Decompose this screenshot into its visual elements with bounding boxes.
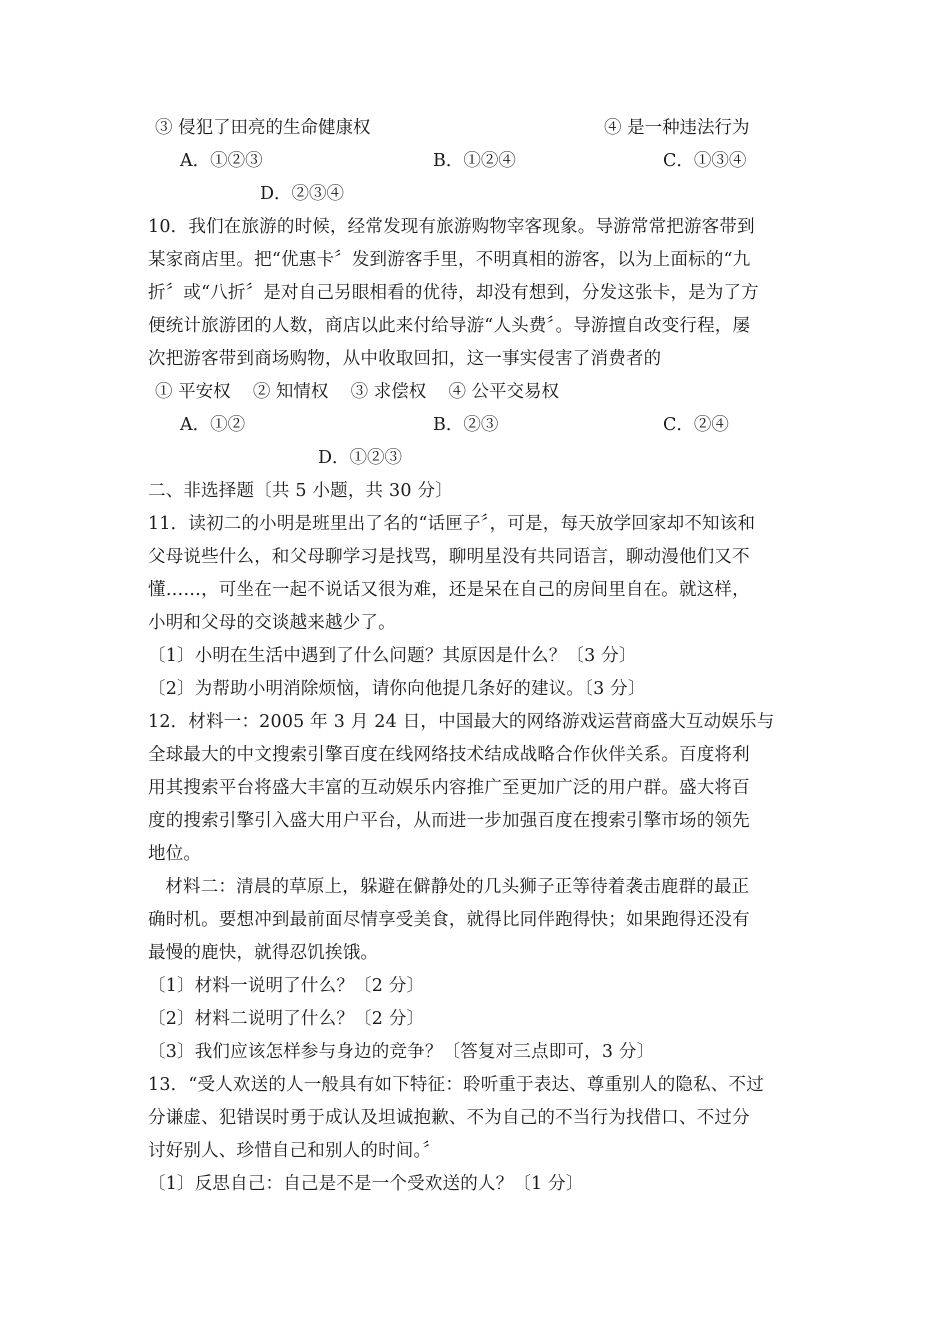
q10-option-d: D．①②③ (318, 448, 403, 468)
q10-line: 次把游客带到商场购物，从中收取回扣，这一事实侵害了消费者的 (148, 349, 662, 369)
q10-line: 10．我们在旅游的时候，经常发现有旅游购物宰客现象。导游常常把游客带到 (148, 217, 755, 237)
q12-line: 全球最大的中文搜索引擎百度在线网络技术结成战略合作伙伴关系。百度将利 (148, 745, 750, 765)
q9-option-c: C．①③④ (663, 151, 747, 171)
q11-sub-question-1: 〔1〕小明在生活中遇到了什么问题？其原因是什么？〔3 分〕 (148, 646, 637, 666)
q12-sub-question-1: 〔1〕材料一说明了什么？〔2 分〕 (148, 976, 425, 996)
q13-line: 13．“受人欢送的人一般具有如下特征：聆听重于表达、尊重别人的隐私、不过 (148, 1075, 764, 1095)
q9-statement-3: ③ 侵犯了田亮的生命健康权 (155, 118, 371, 138)
q12-sub-question-3: 〔3〕我们应该怎样参与身边的竞争？〔答复对三点即可，3 分〕 (148, 1042, 655, 1062)
q9-statement-4: ④ 是一种违法行为 (604, 118, 750, 138)
q11-line: 父母说些什么，和父母聊学习是找骂，聊明星没有共同语言，聊动漫他们又不 (148, 547, 750, 567)
section-heading: 二、非选择题〔共 5 小题，共 30 分〕 (148, 481, 453, 501)
q13-line: 分谦虚、犯错误时勇于成认及坦诚抱歉、不为自己的不当行为找借口、不过分 (148, 1108, 750, 1128)
q12-line: 度的搜索引擎引入盛大用户平台，从而进一步加强百度在搜索引擎市场的领先 (148, 811, 750, 831)
q13-line: 讨好别人、珍惜自己和别人的时间。〞 (148, 1141, 441, 1161)
q10-line: 折〞或“八折〞是对自己另眼相看的优待，却没有想到，分发这张卡，是为了方 (148, 283, 759, 303)
q9-option-d: D．②③④ (260, 184, 345, 204)
q12-line: 12．材料一：2005 年 3 月 24 日，中国最大的网络游戏运营商盛大互动娱乐与 (148, 712, 775, 732)
q10-option-a: A．①② (180, 415, 246, 435)
q11-line: 懂……，可坐在一起不说话又很为难，还是呆在自己的房间里自在。就这样， (148, 580, 750, 600)
q10-option-c: C．②④ (663, 415, 729, 435)
q11-sub-question-2: 〔2〕为帮助小明消除烦恼，请你向他提几条好的建议。〔3 分〕 (148, 679, 646, 699)
q10-line: 便统计旅游团的人数，商店以此来付给导游“人头费〞。导游擅自改变行程，屡 (148, 316, 751, 336)
q9-option-b: B．①②④ (433, 151, 516, 171)
q12-line: 确时机。要想冲到最前面尽情享受美食，就得比同伴跑得快；如果跑得还没有 (148, 910, 750, 930)
q11-line: 小明和父母的交谈越来越少了。 (148, 613, 396, 633)
q12-line: 材料二：清晨的草原上，躲避在僻静处的几头狮子正等待着袭击鹿群的最正 (148, 877, 750, 897)
q13-sub-question-1: 〔1〕反思自己：自己是不是一个受欢送的人？〔1 分〕 (148, 1174, 584, 1194)
q12-sub-question-2: 〔2〕材料二说明了什么？〔2 分〕 (148, 1009, 425, 1029)
q10-line: 某家商店里。把“优惠卡〞发到游客手里，不明真相的游客，以为上面标的“九 (148, 250, 751, 270)
q12-line: 地位。 (148, 844, 202, 864)
q10-rights-list: ① 平安权 ② 知情权 ③ 求偿权 ④ 公平交易权 (155, 382, 560, 402)
q11-line: 11．读初二的小明是班里出了名的“话匣子〞，可是，每天放学回家却不知该和 (148, 514, 756, 534)
q10-option-b: B．②③ (433, 415, 499, 435)
q9-option-a: A．①②③ (180, 151, 263, 171)
q12-line: 用其搜索平台将盛大丰富的互动娱乐内容推广至更加广泛的用户群。盛大将百 (148, 778, 750, 798)
q12-line: 最慢的鹿快，就得忍饥挨饿。 (148, 943, 379, 963)
